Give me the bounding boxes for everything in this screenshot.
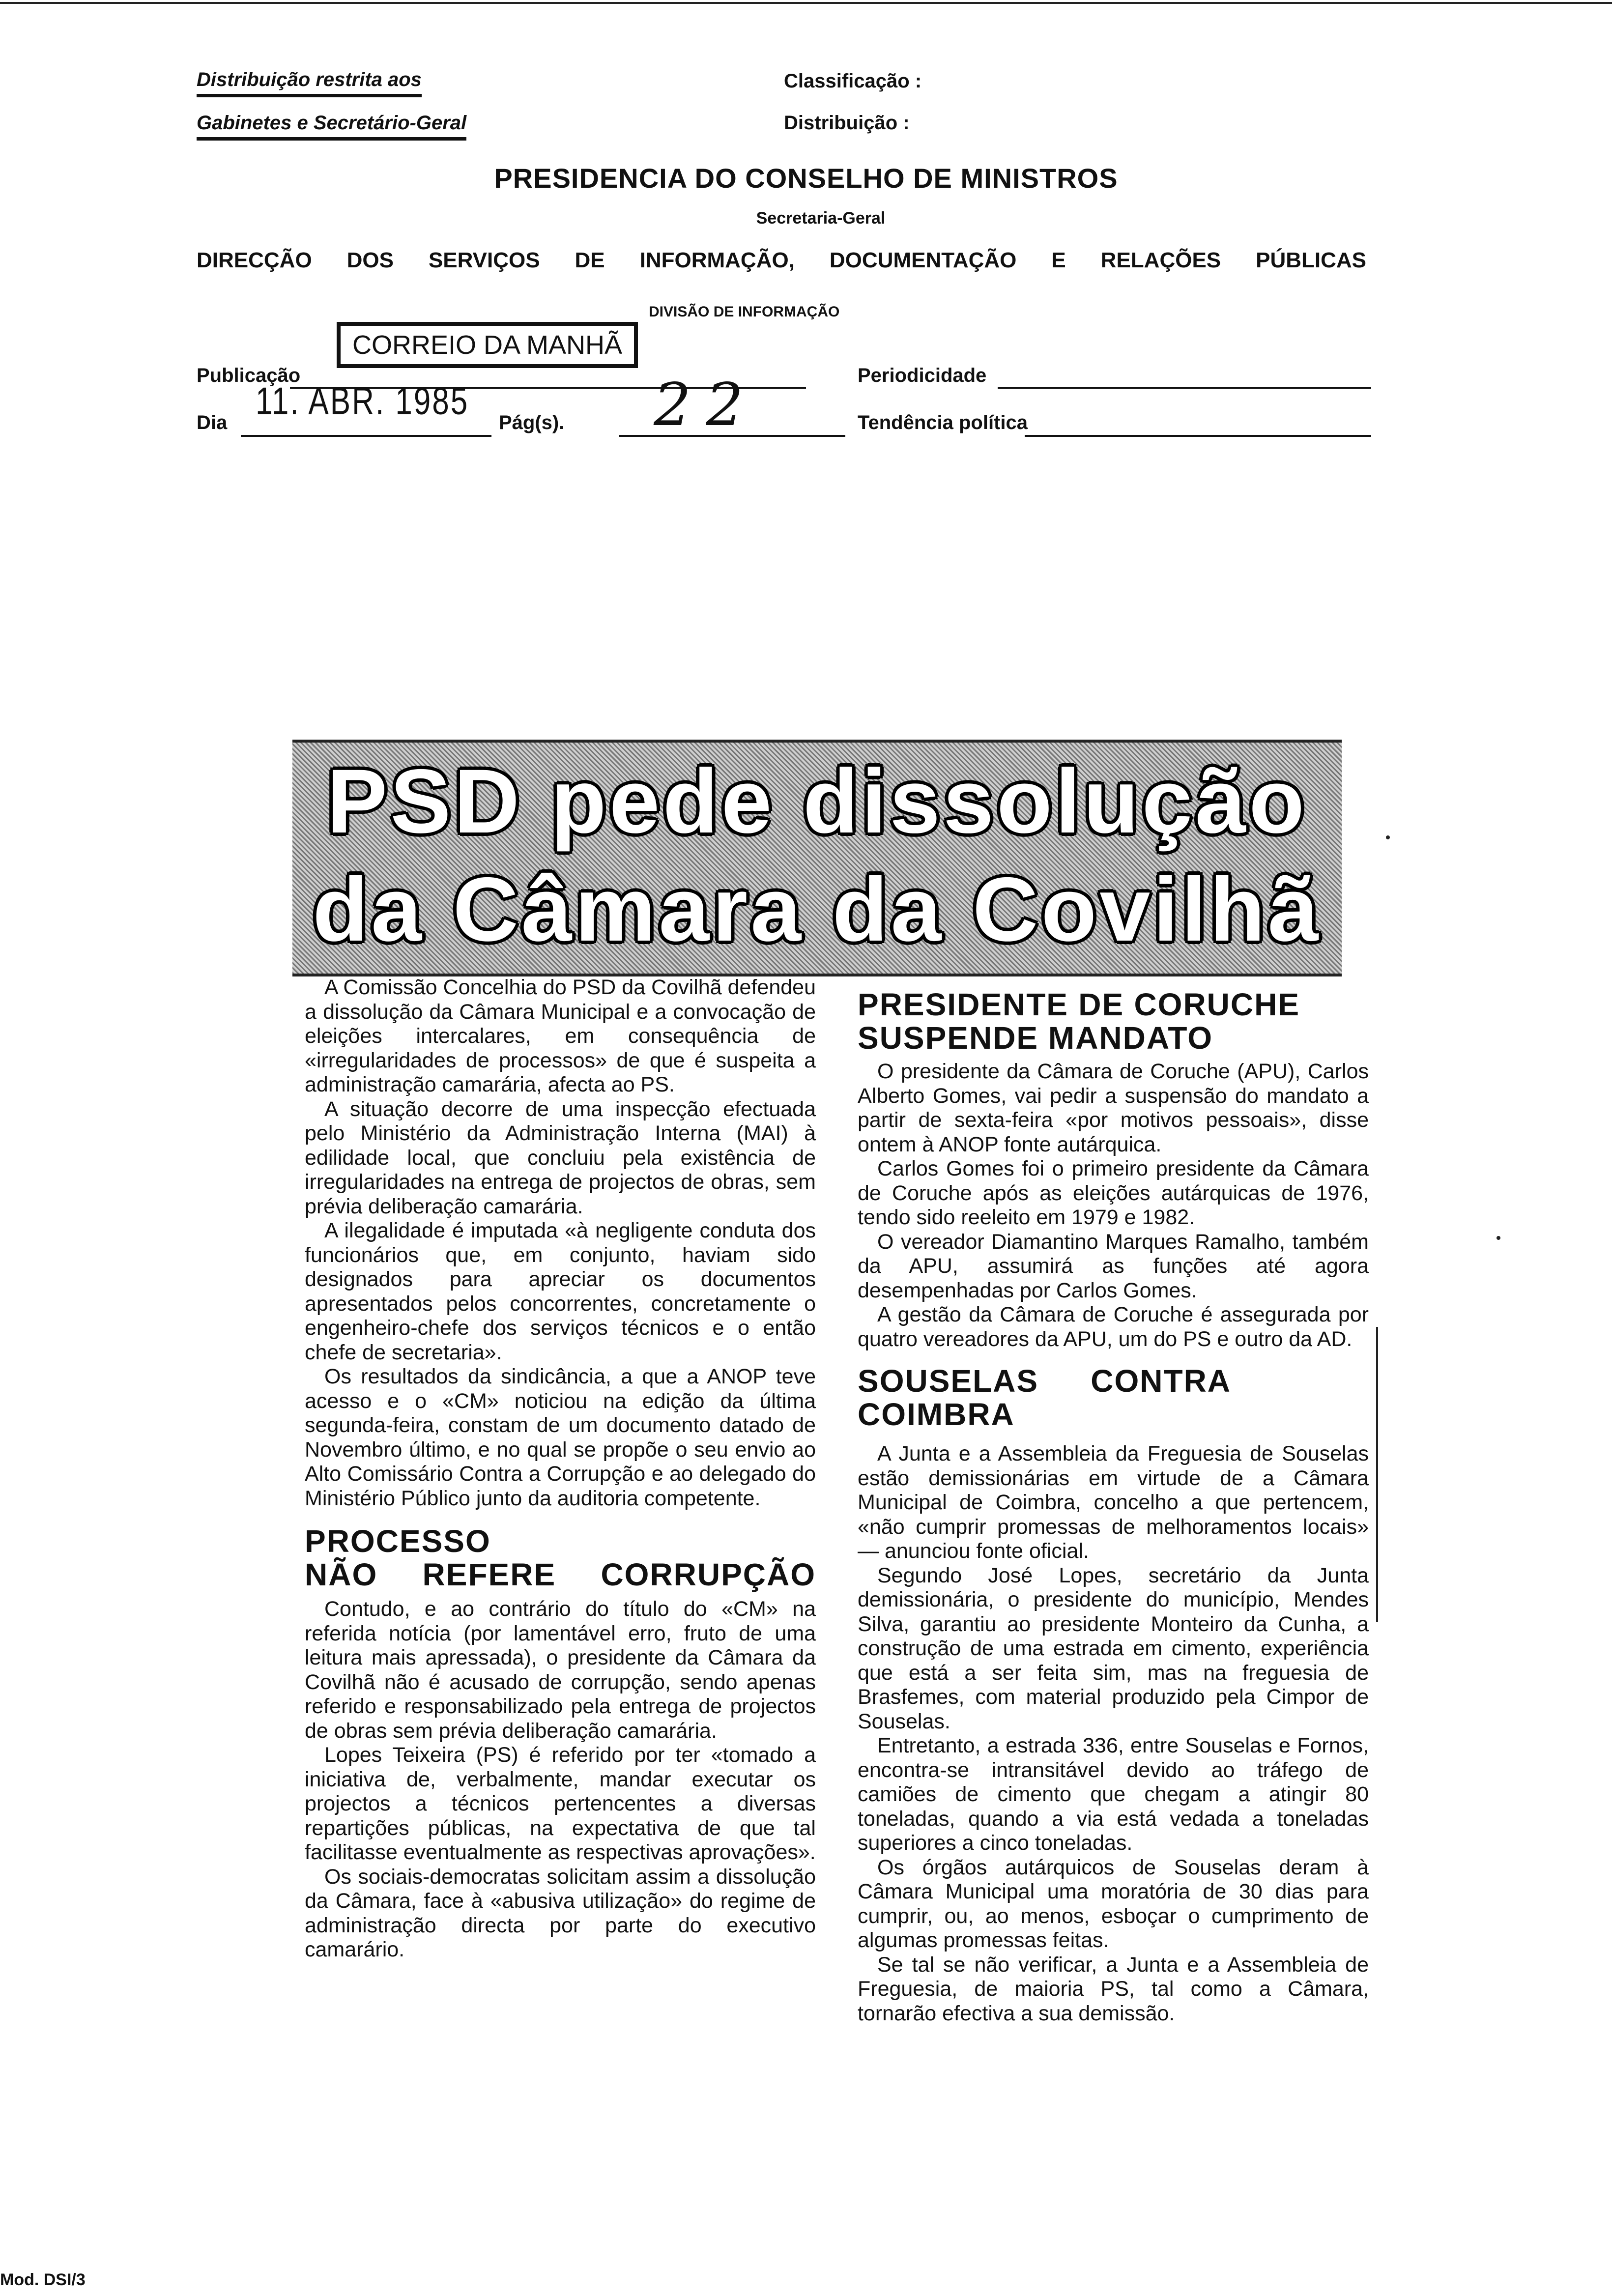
paragraph: Carlos Gomes foi o primeiro presidente da Câmara de Coruche após as eleições autárquicas de 1976, tendo sido reeleito em 1979 e 1982. — [858, 1157, 1369, 1229]
paragraph: O presidente da Câmara de Coruche (APU), Carlos Alberto Gomes, vai pedir a suspensão do mandato a partir de sexta-feira «por motivos pessoais», disse ontem à ANOP fonte autárquica. — [858, 1060, 1369, 1156]
division: DIVISÃO DE INFORMAÇÃO — [649, 304, 840, 320]
periodicity-label: Periodicidade — [858, 365, 987, 386]
subheading-coruche: PRESIDENTE DE CORUCHE SUSPENDE MANDATO — [858, 987, 1300, 1056]
restricted-line-1: Distribuição restrita aos — [197, 69, 422, 97]
tendency-label: Tendência política — [858, 412, 1028, 433]
paragraph: Entretanto, a estrada 336, entre Souselas e Fornos, encontra-se intransitável devido ao tráfego de camiões de cimento que chegam a atingir 80 toneladas, quando a via está vedada a toneladas superiores a cinco toneladas. — [858, 1734, 1369, 1855]
distribution-label: Distribuição : — [784, 112, 910, 134]
publication-label: Publicação — [197, 365, 301, 386]
paragraph: Segundo José Lopes, secretário da Junta demissionária, o presidente do município, Mendes Silva, garantiu ao presidente Monteiro da Cunha, a construção de uma estrada em cimento, experiência que está a ser feita sim, mas na freguesia de Brasfemes, com material produzido pela Cimpor de Souselas. — [858, 1563, 1369, 1733]
date-stamp: 11. ABR. 1985 — [256, 380, 469, 423]
form-code: Mod. DSI/3 — [0, 2270, 86, 2289]
subheading-souselas: SOUSELAS CONTRA COIMBRA — [858, 1363, 1231, 1432]
day-line — [241, 435, 491, 437]
paragraph: Se tal se não verificar, a Junta e a Assembleia de Freguesia, de maioria PS, tal como a Câmara, tornarão efectiva a sua demissão. — [858, 1952, 1369, 2025]
restricted-line-2: Gabinetes e Secretário-Geral — [197, 112, 466, 141]
paragraph: A Junta e a Assembleia da Freguesia de Souselas estão demissionárias em virtude de a Câmara Municipal de Coimbra, concelho a que pertencem, «não cumprir promessas de melhoramentos locais» — anunciou fonte oficial. — [858, 1442, 1369, 1563]
subheading-nao-refere: NÃO REFERE CORRUPÇÃO — [305, 1557, 816, 1592]
paragraph: A situação decorre de uma inspecção efectuada pelo Ministério da Administração Interna (MAI) à edilidade local, que concluiu pela existência de irregularidades na entrega de projectos de obras, sem prévia deliberação camarária. — [305, 1097, 816, 1218]
publication-stamp: CORREIO DA MANHÃ — [337, 322, 638, 368]
headline-line-2: da Câmara da Covilhã — [313, 859, 1322, 960]
organization-title: PRESIDENCIA DO CONSELHO DE MINISTROS — [494, 163, 1118, 194]
right-column — [858, 988, 1369, 2026]
pages-label: Pág(s). — [499, 412, 565, 433]
paragraph: Os órgãos autárquicos de Souselas deram à Câmara Municipal uma moratória de 30 dias para cumprir, ou, ao menos, esboçar o cumprimento de algumas promessas feitas. — [858, 1855, 1369, 1952]
paragraph: A ilegalidade é imputada «à negligente conduta dos funcionários que, em conjunto, haviam sido designados para apreciar os documentos apresentados pelos concorrentes, concretamente o engenheiro-chefe dos serviços técnicos e o então chefe de secretaria». — [305, 1219, 816, 1364]
paragraph: Os resultados da sindicância, a que a ANOP teve acesso e o «CM» noticiou na edição da última segunda-feira, constam de um documento datado de Novembro último, e no qual se propõe o seu envio ao Alto Comissário Contra a Corrupção e ao delegado do Ministério Público junto da auditoria competente. — [305, 1365, 816, 1510]
paragraph: O vereador Diamantino Marques Ramalho, também da APU, assumirá as funções até agora desempenhadas por Carlos Gomes. — [858, 1230, 1369, 1302]
paragraph: Os sociais-democratas solicitam assim a dissolução da Câmara, face à «abusiva utilização» do regime de administração directa por parte do executivo camarário. — [305, 1865, 816, 1961]
article-headline — [292, 740, 1342, 976]
classification-label: Classificação : — [784, 70, 922, 92]
speck — [1497, 1236, 1500, 1240]
secretariat: Secretaria-Geral — [756, 209, 886, 228]
speck — [1386, 835, 1390, 839]
paragraph: Contudo, e ao contrário do título do «CM» na referida notícia (por lamentável erro, fruto de uma leitura mais apressada), o presidente da Câmara da Covilhã não é acusado de corrupção, sendo apenas referido e responsabilizado pela entrega de projectos de obras sem prévia deliberação camarária. — [305, 1597, 816, 1743]
margin-mark — [1376, 1327, 1378, 1622]
subheading-processo: PROCESSO — [305, 1523, 491, 1559]
tendency-line — [1025, 435, 1371, 437]
left-column — [305, 976, 816, 1962]
periodicity-line — [998, 387, 1371, 389]
paragraph: Lopes Teixeira (PS) é referido por ter «tomado a iniciativa de, verbalmente, mandar executar os projectos a técnicos pertencentes a diversas repartições públicas, na expectativa de que tal facilitasse eventualmente as respectivas aprovações». — [305, 1743, 816, 1864]
headline-line-1: PSD pede dissolução — [326, 751, 1308, 852]
pages-handwritten: 22 — [654, 371, 758, 439]
paragraph: A Comissão Concelhia do PSD da Covilhã defendeu a dissolução da Câmara Municipal e a convocação de eleições intercalares, em consequência de «irregularidades de processos» de que é suspeita a administração camarária, afecta ao PS. — [305, 976, 816, 1096]
directorate: DIRECÇÃO DOS SERVIÇOS DE INFORMAÇÃO, DOCUMENTAÇÃO E RELAÇÕES PÚBLICAS — [197, 248, 1366, 272]
day-label: Dia — [197, 412, 228, 433]
top-border — [0, 2, 1612, 4]
paragraph: A gestão da Câmara de Coruche é assegurada por quatro vereadores da APU, um do PS e outro da AD. — [858, 1303, 1369, 1351]
